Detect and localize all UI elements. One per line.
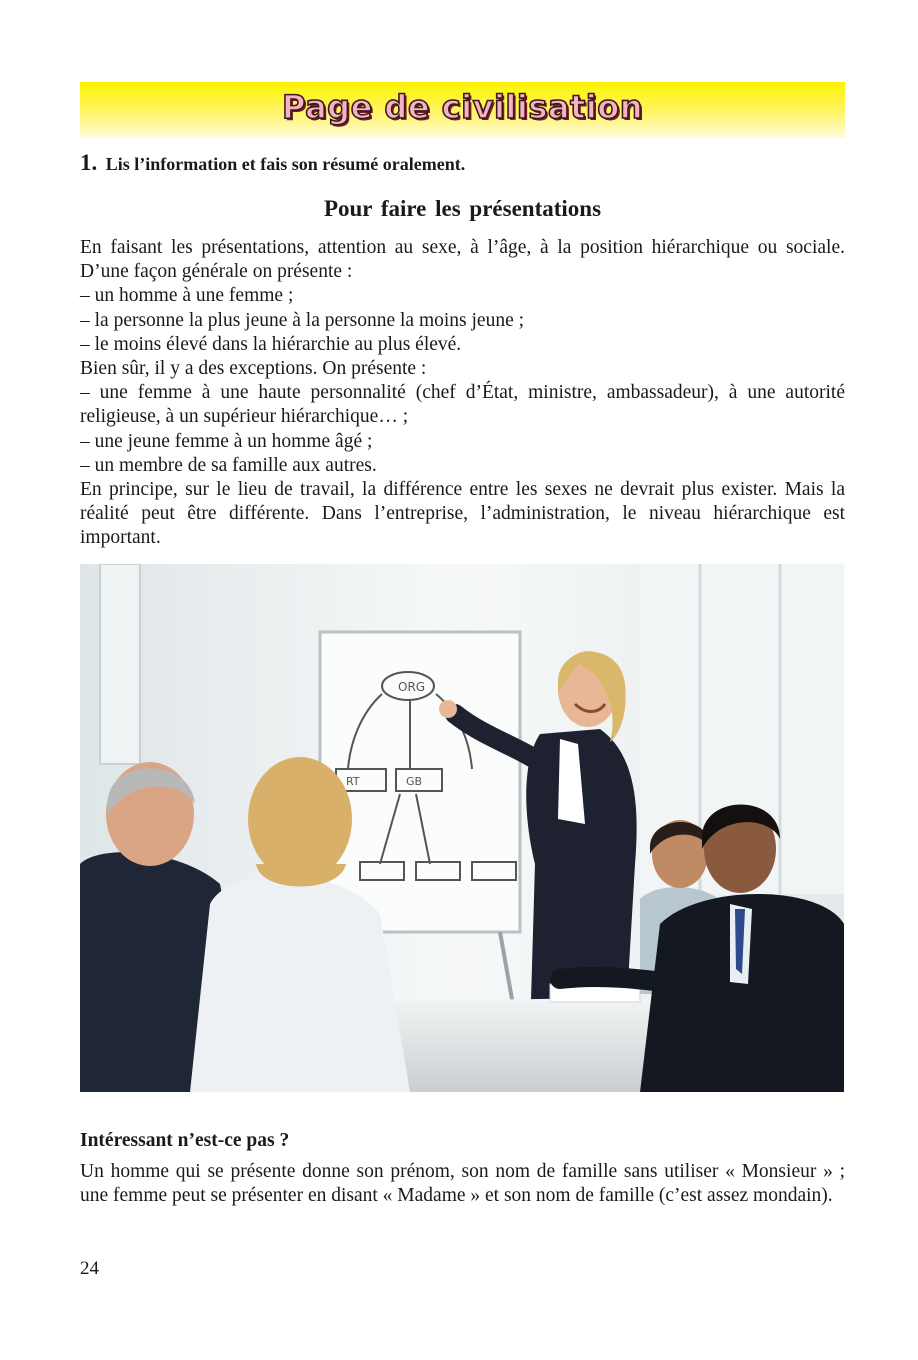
exercise-text: Lis l’information et fais son résumé oralement.: [105, 154, 466, 174]
body-line: En faisant les présentations, attention au sexe, à l’âge, à la position hiérarchique ou sociale. D’une façon générale on présente :: [80, 237, 845, 283]
section-heading: Pour faire les présentations: [323, 196, 602, 221]
body-line: En principe, sur le lieu de travail, la différence entre les sexes ne devrait plus exister. Mais la réalité peut être différente. Dans l’entreprise, l’administration, le niveau hiérarchique est important.: [80, 479, 845, 549]
business-meeting-photo: [80, 564, 844, 1092]
title-banner: [80, 82, 845, 138]
page-title: Page de civilisation: [281, 88, 644, 126]
interesting-heading: Intéressant n’est-ce pas ?: [80, 1130, 290, 1151]
exercise-instruction: [80, 150, 845, 176]
interesting-text: Un homme qui se présente donne son prénom, son nom de famille sans utiliser « Monsieur » ; une femme peut se présenter en disant « Madame » et son nom de famille (c’est assez mondain).: [80, 1161, 845, 1207]
flipchart-label-org: ORG: [398, 680, 426, 694]
body-line: – une femme à une haute personnalité (chef d’État, ministre, ambassadeur), à une autorité religieuse, à un supérieur hiérarchique… ;: [80, 382, 845, 428]
page-number: 24: [80, 1258, 99, 1279]
body-line: Bien sûr, il y a des exceptions. On présente :: [80, 358, 427, 380]
body-line: – un membre de sa famille aux autres.: [80, 454, 377, 476]
flipchart-label-rt: RT: [346, 775, 360, 788]
body-line: – un homme à une femme ;: [80, 285, 294, 307]
body-line: – une jeune femme à un homme âgé ;: [80, 430, 373, 452]
exercise-number: 1.: [80, 150, 98, 175]
body-line: – le moins élevé dans la hiérarchie au plus élevé.: [80, 333, 462, 355]
flipchart-label-gb: GB: [406, 775, 423, 788]
body-text: [80, 236, 845, 551]
body-line: – la personne la plus jeune à la personne la moins jeune ;: [80, 309, 525, 331]
